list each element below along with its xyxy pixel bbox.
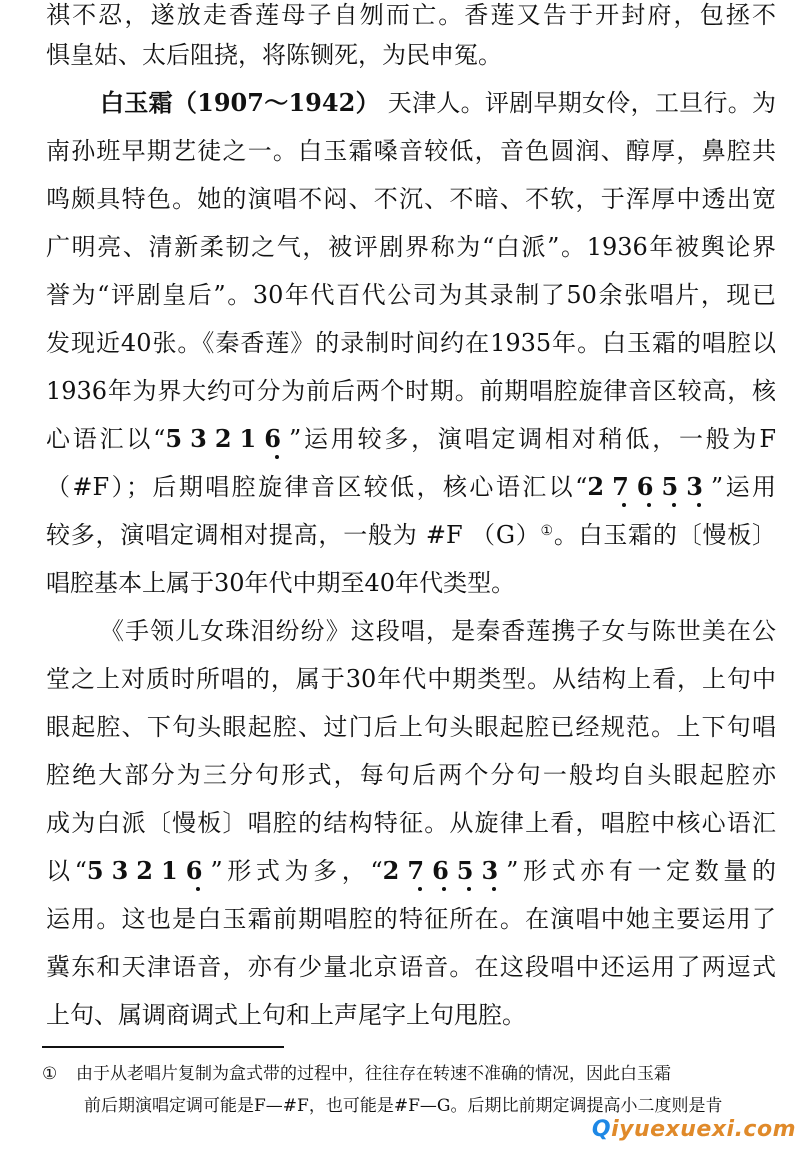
- paragraph2-line10-post: 。白玉霜的〔慢板〕: [553, 521, 776, 549]
- paragraph2-line7: 1936年为界大约可分为前后两个时期。前期唱腔旋律音区较高，核: [46, 377, 776, 405]
- paragraph1-line2: 惧皇姑、太后阻挠，将陈铡死，为民申冤。: [46, 41, 502, 69]
- footnote-divider: [42, 1046, 284, 1048]
- paragraph2-line2: 南孙班早期艺徒之一。白玉霜嗓音较低，音色圆润、醇厚，鼻腔共: [46, 137, 776, 165]
- entry-heading: 白玉霜（1907～1942）: [100, 88, 380, 117]
- watermark-prefix: Q: [591, 1117, 612, 1142]
- paragraph3-line5: 成为白派〔慢板〕唱腔的结构特征。从旋律上看，唱腔中核心语汇: [46, 809, 776, 837]
- footnote-line2: 前后期演唱定调可能是F—#F，也可能是#F—G。后期比前期定调提高小二度则是肯: [84, 1096, 723, 1116]
- note: 5: [86, 856, 112, 885]
- note: 2: [136, 856, 161, 885]
- note: 3: [190, 424, 215, 453]
- paragraph2-line8: [46, 424, 776, 454]
- site-watermark: [592, 1117, 796, 1142]
- paragraph2-line1-text: 天津人。评剧早期女伶，工旦行。为: [387, 89, 777, 117]
- paragraph3-line1: 《手领儿女珠泪纷纷》这段唱，是秦香莲携子女与陈世美在公: [100, 617, 776, 645]
- note: 5: [165, 424, 191, 453]
- paragraph3-line6-post: ”形式亦有一定数量的: [506, 857, 776, 885]
- paragraph2-line11: 唱腔基本上属于30年代中期至40年代类型。: [46, 569, 516, 597]
- footnote-text-line1: 由于从老唱片复制为盒式带的过程中，往往存在转速不准确的情况，因此白玉霜: [76, 1064, 671, 1084]
- paragraph3-line8: 冀东和天津语音，亦有少量北京语音。在这段唱中还运用了两逗式: [46, 953, 776, 981]
- paragraph2-line9: [46, 472, 776, 502]
- jianpu-notes-53216: [165, 424, 289, 454]
- paragraph2-line8-post: ”运用较多，演唱定调相对稍低，一般为F: [288, 425, 776, 453]
- paragraph2-line3: 鸣颇具特色。她的演唱不闷、不沉、不暗、不软，于浑厚中透出宽: [46, 185, 776, 213]
- paragraph2-line4: 广明亮、清新柔韧之气，被评剧界称为“白派”。1936年被舆论界: [46, 233, 776, 261]
- note: 2: [587, 472, 613, 501]
- note-low-octave: 6: [185, 856, 211, 885]
- paragraph3-line4: 腔绝大部分为三分句形式，每句后两个分句一般均自头眼起腔亦: [46, 761, 776, 789]
- paragraph3-line3: 眼起腔、下句头眼起腔、过门后上句头眼起腔已经规范。上下句唱: [46, 713, 776, 741]
- paragraph2-line10-pre: 较多，演唱定调相对提高，一般为 #F （G）: [46, 521, 541, 549]
- paragraph3-line7: 运用。这也是白玉霜前期唱腔的特征所在。在演唱中她主要运用了: [46, 905, 776, 933]
- paragraph2-line9-post: ”运用: [710, 473, 776, 501]
- note-low-octave: 7: [612, 472, 637, 501]
- paragraph3-line6-pre: 以“: [46, 857, 87, 885]
- jianpu-notes-27653: [587, 472, 711, 502]
- paragraph3-line2: 堂之上对质时所唱的，属于30年代中期类型。从结构上看，上句中: [46, 665, 776, 693]
- paragraph2-line5: 誉为“评剧皇后”。30年代百代公司为其录制了50余张唱片，现已: [46, 281, 776, 309]
- note-low-octave: 6: [264, 424, 289, 453]
- note: 2: [214, 424, 240, 453]
- paragraph2-line9-pre: （#F）；后期唱腔旋律音区较低，核心语汇以“: [46, 473, 588, 501]
- paragraph2-line6: 发现近40张。《秦香莲》的录制时间约在1935年。白玉霜的唱腔以: [46, 329, 776, 357]
- note: 2: [382, 856, 408, 885]
- jianpu-notes-27653: [383, 856, 507, 886]
- note-low-octave: 5: [661, 472, 687, 501]
- watermark-text: iyuexuexi.com: [611, 1117, 796, 1142]
- paragraph3-line6-mid: ”形式为多，“: [210, 857, 383, 885]
- paragraph1-line1: 祺不忍，遂放走香莲母子自刎而亡。香莲又告于开封府，包拯不: [46, 1, 776, 29]
- note: 3: [111, 856, 137, 885]
- note: 1: [239, 424, 265, 453]
- note-low-octave: 6: [432, 856, 457, 885]
- paragraph2-line10: [46, 520, 776, 550]
- footnote-reference[interactable]: ①: [540, 523, 554, 539]
- note-low-octave: 3: [686, 472, 711, 501]
- note-low-octave: 3: [481, 856, 507, 885]
- note-low-octave: 5: [456, 856, 482, 885]
- footnote-marker: ①: [42, 1064, 58, 1084]
- paragraph3-line6: [46, 856, 776, 886]
- paragraph3-line9: 上句、属调商调式上句和上声尾字上句甩腔。: [46, 1001, 526, 1029]
- paragraph2-line8-pre: 心语汇以“: [46, 425, 166, 453]
- paragraph2-line1: [100, 88, 776, 118]
- jianpu-notes-53216: [87, 856, 211, 886]
- note: 1: [161, 856, 186, 885]
- note-low-octave: 7: [407, 856, 433, 885]
- note-low-octave: 6: [636, 472, 662, 501]
- footnote-line1: [42, 1062, 782, 1086]
